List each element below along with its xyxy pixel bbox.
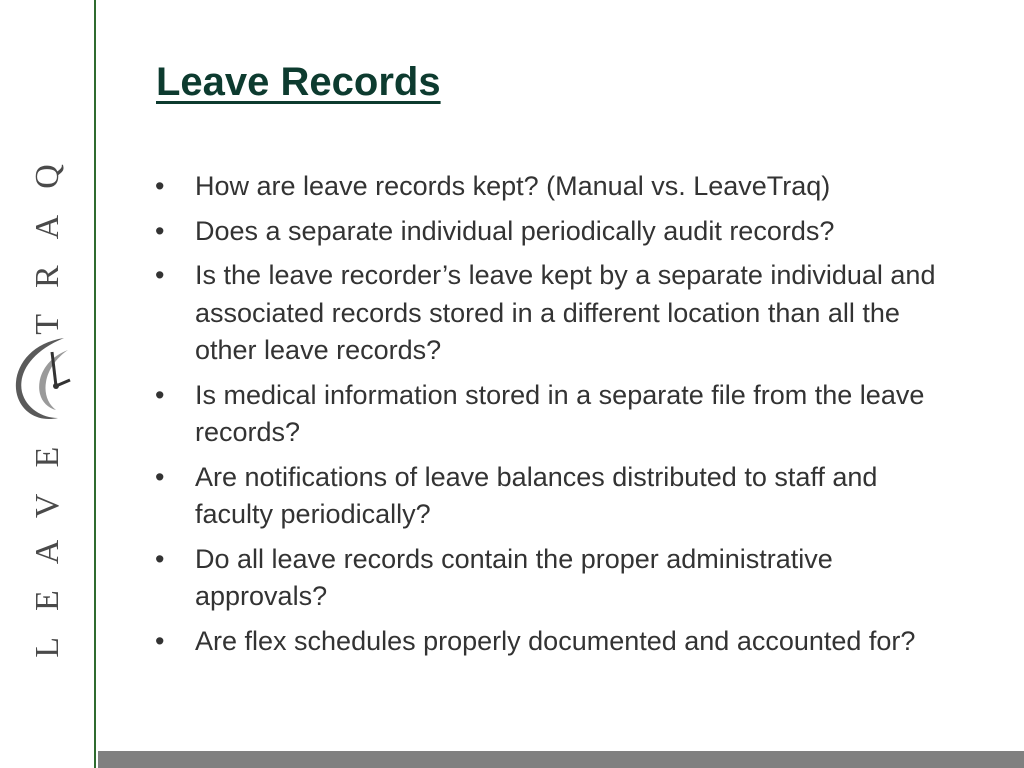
bullet-dot: • <box>155 260 165 290</box>
bullet-dot: • <box>155 543 165 574</box>
bullet-dot: • <box>155 379 165 410</box>
page-title: Leave Records <box>156 60 441 104</box>
brand-word-leave: LEAVE <box>29 420 66 658</box>
bullet-dot: • <box>155 625 165 656</box>
list-item-text: Is medical information stored in a separate file from the leave records? <box>195 379 925 447</box>
bullet-dot: • <box>155 461 165 492</box>
list-item <box>155 213 955 251</box>
list-item-text: Are notifications of leave balances distributed to staff and faculty periodically? <box>195 461 878 529</box>
list-item-text: Does a separate individual periodically audit records? <box>195 215 835 246</box>
bullet-dot: • <box>155 215 165 246</box>
footer-bar <box>98 751 1024 768</box>
sidebar-brand-panel <box>0 0 96 768</box>
list-item-text: Is the leave recorder’s leave kept by a separate individual and associated records stored in a different location than all the other leave records? <box>195 260 936 365</box>
brand-word-traq: TRAQ <box>29 138 66 335</box>
list-item <box>155 623 955 661</box>
list-item <box>155 377 955 452</box>
list-item-text: Do all leave records contain the proper administrative approvals? <box>195 543 833 611</box>
list-item <box>155 168 955 206</box>
list-item-text: Are flex schedules properly documented and accounted for? <box>195 625 916 656</box>
list-item <box>155 257 955 370</box>
clock-hand-logo-icon <box>6 332 92 424</box>
list-item-text: How are leave records kept? (Manual vs. LeaveTraq) <box>195 171 831 201</box>
bullet-list <box>155 168 955 667</box>
list-item <box>155 459 955 534</box>
bullet-dot: • <box>155 171 165 201</box>
list-item <box>155 541 955 616</box>
